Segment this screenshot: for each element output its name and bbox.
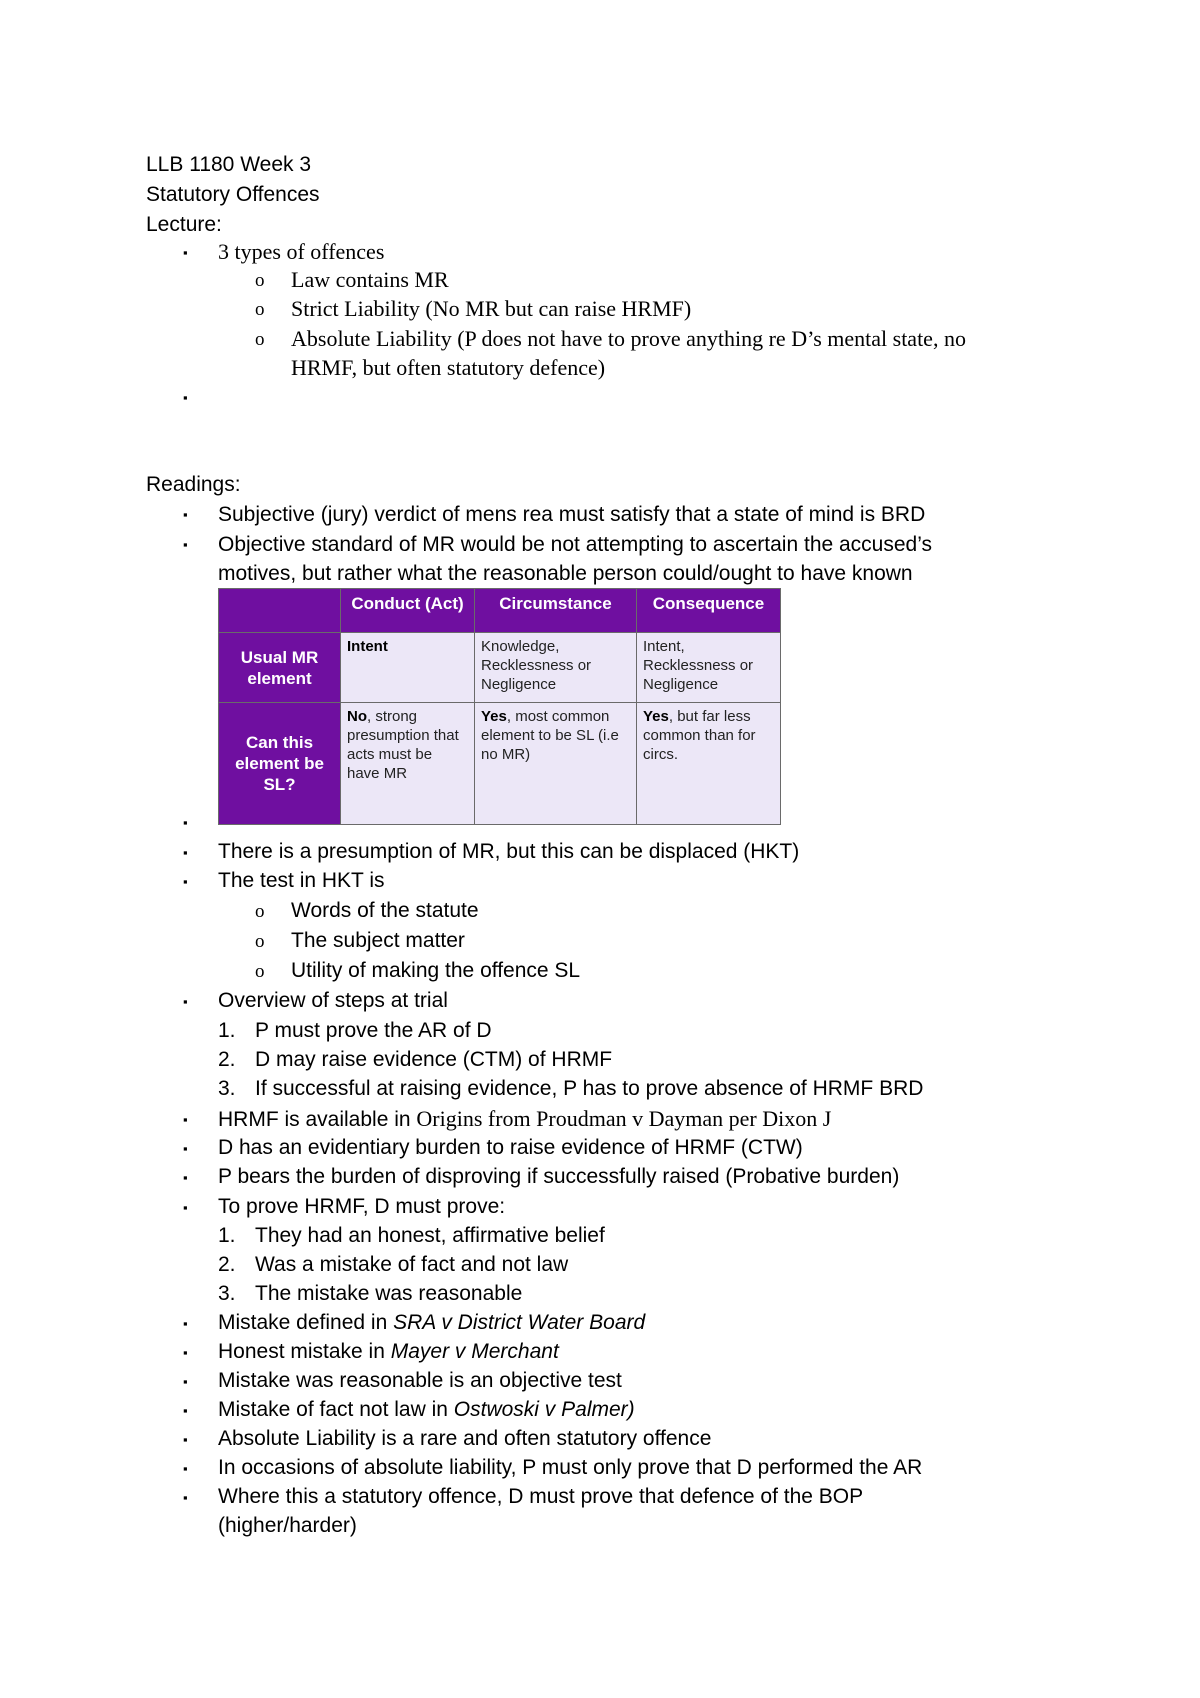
list-item: Words of the statute: [291, 899, 479, 922]
column-header-circumstance: Circumstance: [475, 589, 637, 633]
list-item: In occasions of absolute liability, P must only prove that D performed the AR: [218, 1456, 923, 1479]
list-item: If successful at raising evidence, P has to prove absence of HRMF BRD: [255, 1077, 924, 1100]
list-item: Law contains MR: [291, 267, 449, 292]
bullet-icon: ▪: [183, 1490, 188, 1505]
list-item: Absolute Liability (P does not have to prove anything re D’s mental state, no: [291, 326, 966, 351]
list-item: Mistake was reasonable is an objective test: [218, 1369, 622, 1392]
list-item-continued: (higher/harder): [218, 1514, 357, 1537]
bullet-icon: ▪: [183, 874, 188, 889]
table-cell: No, strong presumption that acts must be have MR: [341, 703, 475, 825]
step-number: 1.: [218, 1019, 236, 1042]
sub-bullet-icon: o: [255, 961, 265, 982]
bullet-icon: ▪: [183, 1432, 188, 1447]
row-header-can-be-sl: Can this element be SL?: [219, 703, 341, 825]
step-number: 2.: [218, 1048, 236, 1071]
table-cell: Intent: [341, 633, 475, 703]
step-number: 1.: [218, 1224, 236, 1247]
list-item: D may raise evidence (CTM) of HRMF: [255, 1048, 613, 1071]
topic-title: Statutory Offences: [146, 183, 320, 206]
list-item: Mistake of fact not law in Ostwoski v Palmer): [218, 1398, 635, 1421]
table-cell: Yes, most common element to be SL (i.e no MR): [475, 703, 637, 825]
list-item: HRMF is available in Origins from Proudman v Dayman per Dixon J: [218, 1106, 832, 1131]
bullet-icon: ▪: [183, 1200, 188, 1215]
list-item: Honest mistake in Mayer v Merchant: [218, 1340, 559, 1363]
bullet-icon: ▪: [183, 815, 188, 830]
table-row: [219, 633, 781, 703]
list-item: The mistake was reasonable: [255, 1282, 523, 1305]
sub-bullet-icon: o: [255, 270, 265, 291]
list-item: Objective standard of MR would be not attempting to ascertain the accused’s: [218, 533, 933, 556]
list-item-continued: HRMF, but often statutory defence): [291, 355, 606, 380]
list-item: Overview of steps at trial: [218, 989, 448, 1012]
bullet-icon: ▪: [183, 1112, 188, 1127]
list-item: Strict Liability (No MR but can raise HRMF): [291, 296, 692, 321]
sub-bullet-icon: o: [255, 299, 265, 320]
course-title: LLB 1180 Week 3: [146, 153, 312, 176]
list-item: To prove HRMF, D must prove:: [218, 1195, 506, 1218]
bullet-icon: ▪: [183, 507, 188, 522]
table-header-row: [219, 589, 781, 633]
bullet-icon: ▪: [183, 994, 188, 1009]
mr-element-table: [218, 588, 781, 825]
list-item: Absolute Liability is a rare and often statutory offence: [218, 1427, 712, 1450]
readings-heading: Readings:: [146, 473, 241, 496]
table-corner: [219, 589, 341, 633]
bullet-icon: ▪: [183, 1316, 188, 1331]
bullet-icon: ▪: [183, 245, 188, 260]
list-item: They had an honest, affirmative belief: [255, 1224, 605, 1247]
column-header-conduct: Conduct (Act): [341, 589, 475, 633]
bullet-icon: ▪: [183, 1461, 188, 1476]
sub-bullet-icon: o: [255, 901, 265, 922]
table-cell: Knowledge, Recklessness or Negligence: [475, 633, 637, 703]
list-item: Mistake defined in SRA v District Water Board: [218, 1311, 646, 1334]
bullet-icon: ▪: [183, 537, 188, 552]
bullet-icon: ▪: [183, 845, 188, 860]
bullet-icon: ▪: [183, 390, 188, 405]
sub-bullet-icon: o: [255, 931, 265, 952]
list-item: There is a presumption of MR, but this can be displaced (HKT): [218, 840, 800, 863]
list-item: P must prove the AR of D: [255, 1019, 492, 1042]
bullet-icon: ▪: [183, 1374, 188, 1389]
bullet-icon: ▪: [183, 1141, 188, 1156]
lecture-heading: Lecture:: [146, 213, 222, 236]
step-number: 3.: [218, 1282, 236, 1305]
list-item: The subject matter: [291, 929, 465, 952]
document-header: [146, 150, 320, 240]
list-item: D has an evidentiary burden to raise evidence of HRMF (CTW): [218, 1136, 803, 1159]
bullet-icon: ▪: [183, 1345, 188, 1360]
table-cell: Yes, but far less common than for circs.: [637, 703, 781, 825]
step-number: 2.: [218, 1253, 236, 1276]
list-item: 3 types of offences: [218, 239, 385, 264]
list-item: Where this a statutory offence, D must prove that defence of the BOP: [218, 1485, 864, 1508]
list-item: Utility of making the offence SL: [291, 959, 581, 982]
sub-bullet-icon: o: [255, 329, 265, 350]
list-item: P bears the burden of disproving if successfully raised (Probative burden): [218, 1165, 900, 1188]
list-item-continued: motives, but rather what the reasonable person could/ought to have known: [218, 562, 913, 585]
bullet-icon: ▪: [183, 1403, 188, 1418]
bullet-icon: ▪: [183, 1170, 188, 1185]
row-header-usual-mr: Usual MR element: [219, 633, 341, 703]
list-item: The test in HKT is: [218, 869, 385, 892]
table-cell: Intent, Recklessness or Negligence: [637, 633, 781, 703]
list-item: Was a mistake of fact and not law: [255, 1253, 569, 1276]
step-number: 3.: [218, 1077, 236, 1100]
list-item: Subjective (jury) verdict of mens rea must satisfy that a state of mind is BRD: [218, 503, 926, 526]
table-row: [219, 703, 781, 825]
column-header-consequence: Consequence: [637, 589, 781, 633]
